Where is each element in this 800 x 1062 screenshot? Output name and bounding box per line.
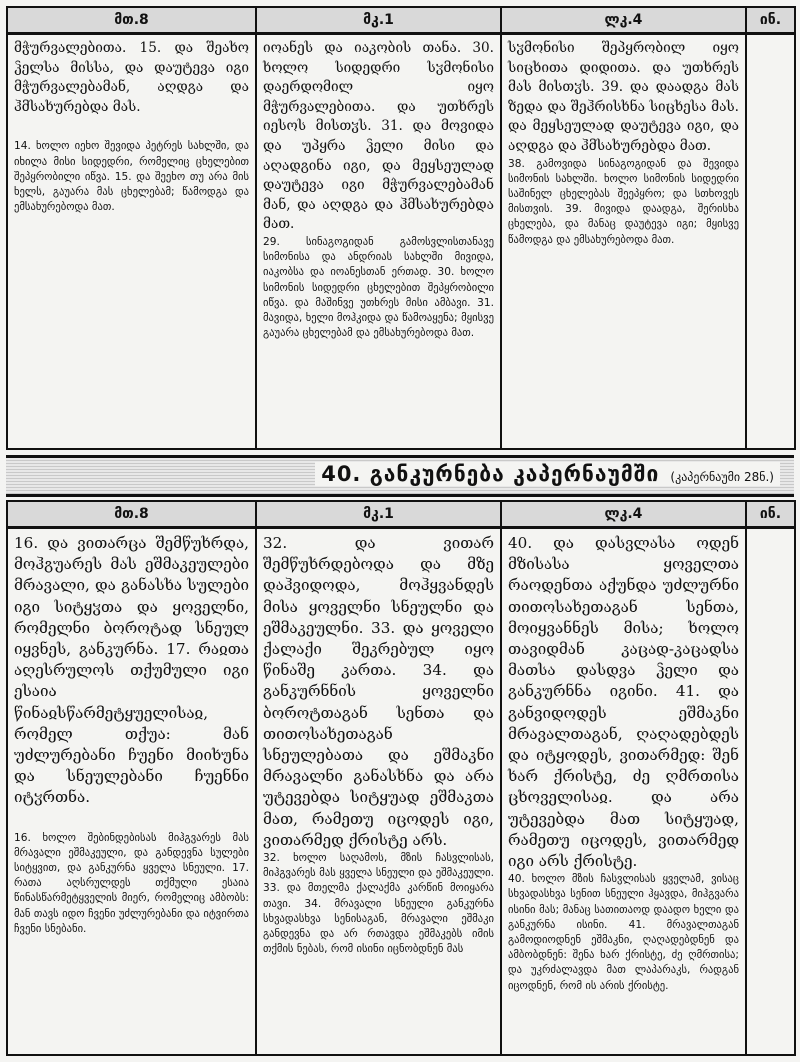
bottom-parallel-table [6, 500, 796, 1056]
top-col-luke [501, 34, 746, 450]
col-header-mark: მკ.1 [256, 7, 501, 34]
col-header-matthew-2: მთ.8 [7, 501, 256, 528]
col-header-john-2: ინ. [746, 501, 795, 528]
modern-text-matthew: 14. ხოლო იეხო შევიდა პეტრეს სახლში, და იხილა მისი სიდედრი, რომელიც ცხელებით შეპყრობილი იწვა. 15. და შეეხო თუ არა მის ხელს, გაუარა მას ცხელებამ; წამოდგა და ემსახურებოდა მათ. [14, 140, 249, 214]
bottom-col-luke [501, 528, 746, 1056]
bottom-col-matthew [7, 528, 256, 1056]
modern-text-luke: 38. გამოვიდა სინაგოგიდან და შევიდა სიმონის სახლში. ხოლო სიმონის სიდედრი საშინელ ცხელებას შეეპყრო; და სთხოვეს მისთვის. 39. მივიდა დაადგა, შერისხა ცხელება, და მანაც დაუტევა იგი; მყისვე წამოდგა და ემსახურებოდა მათ. [508, 157, 739, 246]
col-header-mark-2: მკ.1 [256, 501, 501, 528]
section-title-sub: (კაპერნაუმი 28ნ.) [670, 470, 774, 484]
col-header-luke-2: ლკ.4 [501, 501, 746, 528]
old-text-matthew: მჭურვალებითა. 15. და შეახო ჴელსა მისსა, და დაუტევა იგი მჭურვალებამან, აღდგა და ჰმსახურებდა მას. [14, 40, 249, 115]
col-header-john: ინ. [746, 7, 795, 34]
section-title-main: 40. განკურნება კაპერნაუმში [321, 462, 660, 486]
top-col-john [746, 34, 795, 450]
bottom-col-john [746, 528, 795, 1056]
top-col-mark [256, 34, 501, 450]
modern-text-mark: 29. სინაგოგიდან გამოსვლისთანავე სიმონისა და ანდრიას სახლში მივიდა, იაკობსა და იოანესთან ერთად. 30. ხოლო სიმონის სიდედრი ცხელებით შეპყრობილი იწვა. და მაშინვე უთხრეს მისი ამბავი. 31. მავიდა, ხელი მოჰკიდა და წამოაყენა; მყისვე გაუარა ცხელებამ და ემსახურებოდა მათ. [263, 235, 494, 340]
top-col-matthew [7, 34, 256, 450]
old-text-mark: იოანეს და იაკობის თანა. 30. ხოლო სიდედრი სჳმონისი დაერდომილ იყო მჭურვალებითა. და უთხრეს იესოს მისთჳს. 31. და მოვიდა და უპყრა ჴელი მისი და აღადგინა იგი, და მეყსეულად დაუტევა იგი მჭურვალებამან მან, და აღდგა და ჰმსახურებდა მათ. [263, 40, 494, 233]
modern-text-mark-2: 32. ხოლო საღამოს, მზის ჩასვლისას, მიჰგვარეს მას ყველა სნეული და ეშმაკეული. 33. და მთელმა ქალაქმა კარწინ მოიყარა თავი. 34. მრავალი სნეული განკურნა სხვადასხვა სენისაგან, მრავალი ეშმაკი განდევნა და არ რთავდა ეშმაკებს იმის თქმის ნებას, რომ ისინი იცნობდნენ მას [263, 852, 494, 956]
col-header-matthew: მთ.8 [7, 7, 256, 34]
top-parallel-table [6, 6, 796, 450]
section-title-bar [6, 455, 794, 497]
section-title [315, 462, 780, 486]
bottom-col-mark [256, 528, 501, 1056]
old-text-luke: სჳმონისი შეპყრობილ იყო სიცხითა დიდითა. და უთხრეს მას მისთჳს. 39. და დაადგა მას ზედა და შეჰრისხნა სიცხესა მას. და მეყსეულად დაუტევა იგი, და აღდგა და ჰმსახურებდა მათ. [508, 40, 739, 154]
old-text-luke-2: 40. და დასვლასა ოდენ მზისასა ყოველთა რაოდენთა აქუნდა უძლურნი თითოსახეთაგან სენთა, მოიყვანნეს მისა; ხოლო თავიდმან კაცად-კაცადსა მათსა დასდვა ჴელი და განკურნნა იგინი. 41. და განვიდოდეს ეშმაკნი მრავალთაგან, ღაღადებდეს და იტყოდეს, ვითარმედ: შენ ხარ ქრისტე, ძე ღმრთისა ცხოველისაჲ. და არა უტევებდა მათ სიტყუად, რამეთუ იცოდეს, ვითარმედ იგი არს ქრისტე. [508, 534, 739, 871]
modern-text-luke-2: 40. ხოლო მზის ჩასვლისას ყველამ, ვისაც სხვადასხვა სენით სნეული ჰყავდა, მიჰგვარა ისინი მას; მანაც სათითაოდ დაადო ხელი და განკურნა ისინი. 41. მრავალთაგან გამოდიოდნენ ეშმაკნი, ღაღადებდნენ და ამბობდნენ: შენა ხარ ქრისტე, ძე ღმრთისა; და უკრძალავდა მათ ლაპარაკს, რადგან იცოდნენ, რომ ის არის ქრისტე. [508, 873, 739, 992]
old-text-matthew-2: 16. და ვითარცა შემწუხრდა, მოჰგუარეს მას ეშმაკეულები მრავალი, და განასხა სულები იგი სიტყჳთა და ყოველნი, რომელნი ბოროტად სნეულ იყვნეს, განკურნა. 17. რაჲთა აღესრულოს თქუმული იგი ესაია წინაჲსწარმეტყუელისაჲ, რომელ თქუა: მან უძლურებანი ჩუენი მიიხუნა და სნეულებანი ჩუენნი იტჳრთნა. [14, 534, 249, 807]
modern-text-matthew-2: 16. ხოლო შებინდებისას მიჰგვარეს მას მრავალი ეშმაკეული, და განდევნა სულები სიტყვით, და განკურნა ყველა სნეული. 17. რათა აღსრულდეს თქმული ესაია წინასწარმეტყველის მიერ, რომელიც ამბობს: მან თავს იდო ჩვენი უძლურებანი და იტვირთა ჩვენი სნებანი. [14, 831, 249, 935]
col-header-luke: ლკ.4 [501, 7, 746, 34]
old-text-mark-2: 32. და ვითარ შემწუხრდებოდა და მზე დაჰვიდოდა, მოჰყვანდეს მისა ყოველნი სნეულნი და ეშმაკეულნი. 33. და ყოველი ქალაქი შეკრებულ იყო წინაშე კართა. 34. და განკურნნის ყოველნი ბოროტთაგან სენთა და თითოსახეთაგან სნეულებათა და ეშმაკნი მრავალნი განასხნა და არა უტევებდა სიტყუად ეშმაკთა მათ, რამეთუ იცოდეს იგი, ვითარმედ ქრისტე არს. [263, 534, 494, 849]
